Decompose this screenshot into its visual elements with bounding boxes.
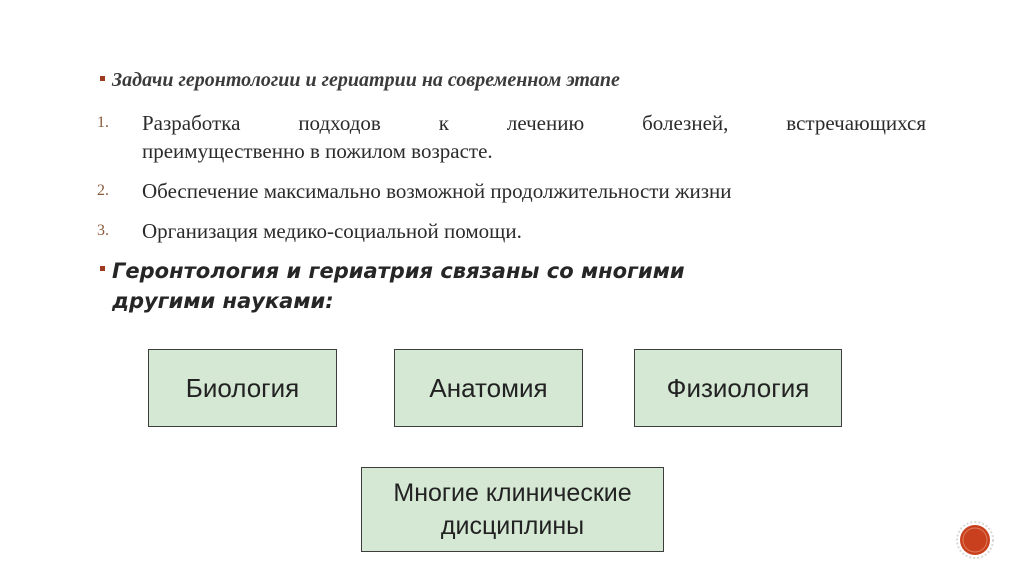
box-clinical-line-1: Многие клинические	[393, 478, 632, 507]
circular-logo-icon	[955, 520, 995, 560]
bullet-marker	[100, 266, 105, 271]
box-clinical-line-2: дисциплины	[440, 511, 585, 540]
box-anatomy	[394, 349, 583, 427]
heading-related-text: другими науками	[112, 289, 326, 313]
box-anatomy-label: Анатомия	[429, 372, 548, 403]
heading-related-colon: :	[325, 289, 334, 313]
task-item-2: Обеспечение максимально возможной продолжительности жизни	[142, 179, 732, 203]
bullet-marker	[100, 76, 105, 81]
task-item-3: Организация медико-социальной помощи.	[142, 219, 522, 243]
box-physiology-label: Физиология	[666, 372, 810, 403]
heading-tasks: Задачи геронтологии и гериатрии на современном этапе	[112, 69, 620, 91]
task-item-1	[142, 109, 926, 165]
heading-related-line-1: Геронтология и гериатрия связаны со многими	[112, 259, 685, 283]
task-number: 3.	[97, 222, 109, 239]
box-clinical-disciplines	[361, 467, 664, 552]
heading-related-line-2	[112, 286, 832, 316]
task-number: 1.	[97, 114, 109, 131]
box-biology-label: Биология	[185, 372, 300, 403]
task-item-1-line-2: преимущественно в пожилом возрасте.	[142, 139, 493, 163]
box-biology	[148, 349, 337, 427]
heading-related-sciences	[112, 256, 832, 316]
task-item-1-line-1: Разработка подходов к лечению болезней, встречающихся	[142, 111, 926, 135]
task-number: 2.	[97, 182, 109, 199]
box-physiology	[634, 349, 842, 427]
